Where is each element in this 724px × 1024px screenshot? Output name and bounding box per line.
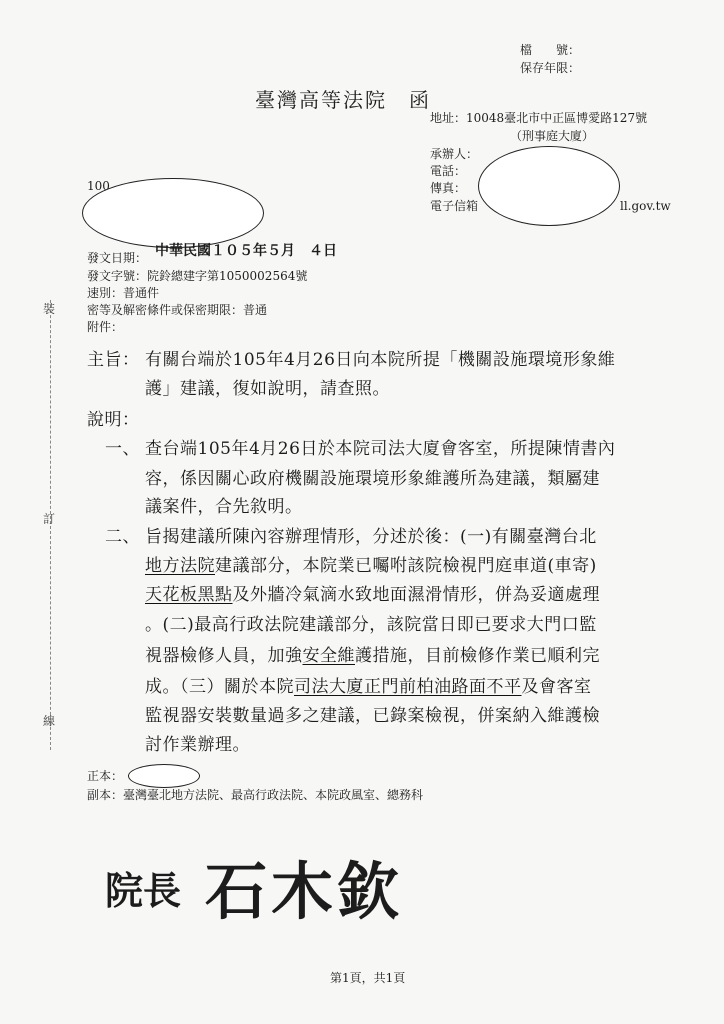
- item-2-number: 二、: [105, 527, 140, 547]
- underlined-phrase: 地方法院: [145, 556, 215, 576]
- copy-recipients: 副本：臺灣臺北地方法院、最高行政法院、本院政風室、總務科: [87, 788, 424, 802]
- item-1-line-3: 議案件，合先敘明。: [145, 497, 303, 517]
- underlined-phrase: 天花板黑點: [145, 585, 233, 605]
- address: 地址：10048臺北市中正區博愛路127號: [430, 111, 648, 125]
- date-stamp: 中華民國１０５年５月 ４日: [155, 243, 337, 259]
- file-number-label: 檔 號：: [520, 43, 581, 57]
- redaction-contact: [478, 146, 620, 226]
- item-1-number: 一、: [105, 439, 140, 459]
- text-span: 及會客室: [521, 677, 592, 697]
- attachment-label: 附件：: [87, 320, 124, 334]
- email-label: 電子信箱: [430, 199, 479, 213]
- redaction-original-recipient: [128, 764, 200, 788]
- margin-mark-zhuang: 裝: [43, 302, 56, 316]
- item-2-line-2: [145, 551, 597, 581]
- item-2-line-1: 旨揭建議所陳內容辦理情形，分述於後：(一)有關臺灣台北: [145, 527, 597, 547]
- text-span: 成。（三）關於本院: [145, 677, 294, 697]
- address-note: （刑事庭大廈）: [510, 129, 595, 143]
- explanation-label: 說明：: [87, 410, 140, 430]
- date-label: 發文日期：: [87, 251, 148, 265]
- signature-title: 院長: [105, 869, 182, 913]
- item-2-line-3: [145, 580, 600, 610]
- subject-line-2: 護」建議，復如說明，請查照。: [145, 379, 390, 399]
- item-2-line-8: 討作業辦理。: [145, 735, 250, 755]
- underlined-phrase: 安全維: [302, 646, 355, 666]
- item-2-line-5: [145, 641, 600, 671]
- document-title: 臺灣高等法院 函: [255, 88, 431, 112]
- speed-class: 速別：普通件: [87, 286, 160, 300]
- original-recipient-label: 正本：: [87, 769, 124, 783]
- phone-label: 電話：: [430, 164, 467, 178]
- document-number: 發文字號：院鈴總建字第1050002564號: [87, 269, 308, 283]
- text-span: 及外牆冷氣滴水致地面濕滑情形，併為妥適處理: [232, 585, 600, 605]
- secrecy-level: 密等及解密條件或保密期限：普通: [87, 303, 268, 317]
- item-1-line-1: 查台端105年4月26日於本院司法大廈會客室，所提陳情書內: [145, 439, 616, 459]
- item-2-line-7: 監視器安裝數量過多之建議，已錄案檢視，併案納入維護檢: [145, 706, 600, 726]
- page-footer: 第1頁，共1頁: [330, 971, 406, 985]
- recipient-prefix: 100: [87, 179, 110, 193]
- text-span: 護措施，目前檢修作業已順利完: [355, 646, 600, 666]
- email-suffix: ll.gov.tw: [620, 199, 671, 213]
- text-span: 視器檢修人員，加強: [145, 646, 303, 666]
- underlined-phrase: 司法大廈正門前柏油路面不平: [294, 677, 522, 697]
- text-span: 建議部分，本院業已囑咐該院檢視門庭車道(車寄): [215, 556, 597, 576]
- redaction-recipient: [82, 178, 264, 248]
- item-2-line-6: [145, 672, 592, 702]
- retention-label: 保存年限：: [520, 61, 581, 75]
- handler-label: 承辦人：: [430, 147, 479, 161]
- subject-label: 主旨：: [87, 350, 140, 370]
- fax-label: 傳真：: [430, 181, 467, 195]
- margin-mark-xian: 線: [43, 714, 56, 728]
- subject-line-1: 有關台端於105年4月26日向本院所提「機關設施環境形象維: [145, 350, 616, 370]
- item-2-line-4: 。(二)最高行政法院建議部分，該院當日即已要求大門口監: [145, 615, 597, 635]
- item-1-line-2: 容，係因關心政府機關設施環境形象維護所為建議，類屬建: [145, 469, 600, 489]
- signature-name: 石木欽: [205, 855, 404, 928]
- margin-mark-ding: 訂: [43, 512, 56, 526]
